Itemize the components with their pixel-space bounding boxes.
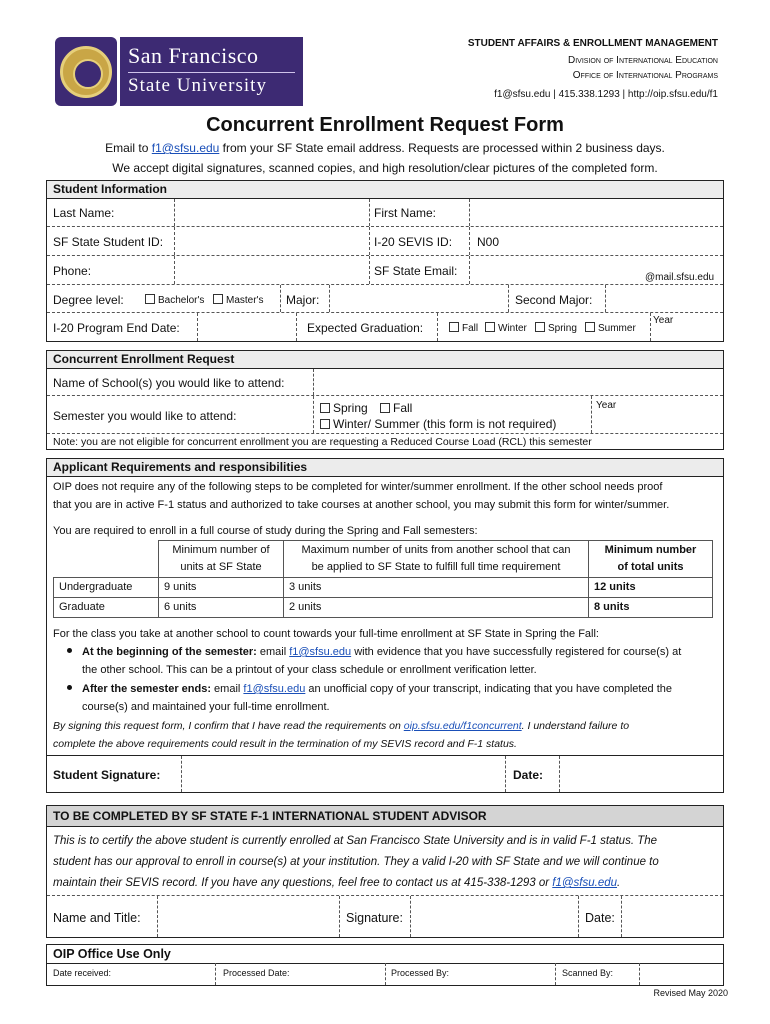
- semester-winter-summer-label: Winter/ Summer (this form is not required): [333, 417, 557, 431]
- bullet2-heading: After the semester ends:: [82, 683, 211, 695]
- advisor-line3-post: .: [617, 877, 621, 889]
- grad-spring-label: Spring: [548, 323, 577, 334]
- bullet1-pre: email: [256, 646, 290, 658]
- processed-by-field[interactable]: [452, 963, 556, 985]
- bullet2-email-link[interactable]: f1@sfsu.edu: [243, 683, 306, 695]
- min-total-header: [589, 541, 713, 578]
- bullet2-pre: email: [211, 683, 244, 695]
- intro-text: Email to: [105, 141, 152, 155]
- row-level: Undergraduate: [54, 578, 159, 598]
- semester-spring-label: Spring: [333, 401, 368, 415]
- signing-statement: [53, 717, 629, 753]
- table-row: [54, 598, 713, 618]
- masters-label: Master's: [226, 295, 264, 306]
- bullet-beginning: [67, 643, 681, 679]
- row-min: 9 units: [159, 578, 284, 598]
- program-end-label: I-20 Program End Date:: [53, 321, 180, 335]
- grad-fall-option[interactable]: [449, 322, 478, 334]
- student-signature-label: Student Signature:: [53, 768, 161, 782]
- advisor-email-link[interactable]: f1@sfsu.edu: [552, 877, 618, 889]
- student-date-field[interactable]: [559, 756, 723, 792]
- header-office: Office of International Programs: [572, 70, 718, 81]
- university-wordmark: [120, 37, 303, 106]
- bullet2-line2: course(s) and maintained your full-time enrollment.: [82, 701, 330, 713]
- school-field[interactable]: [313, 369, 723, 395]
- first-name-field[interactable]: [470, 199, 723, 226]
- semester-spring-option[interactable]: [320, 401, 368, 415]
- program-end-field[interactable]: [197, 313, 297, 341]
- email-suffix: @mail.sfsu.edu: [645, 272, 715, 283]
- semester-winter-summer-checkbox[interactable]: [320, 419, 330, 429]
- degree-level-label: Degree level:: [53, 293, 124, 307]
- grad-winter-label: Winter: [498, 323, 527, 334]
- row-total: 12 units: [589, 578, 713, 598]
- rcl-note: Note: you are not eligible for concurrent enrollment you are requesting a Reduced Course Load (RCL) this semester: [53, 436, 592, 448]
- sevis-id-label: I-20 SEVIS ID:: [374, 235, 453, 249]
- semester-fall-label: Fall: [393, 401, 413, 415]
- header-contact: f1@sfsu.edu | 415.338.1293 | http://oip.sfsu.edu/f1: [494, 89, 718, 100]
- advisor-certification: [53, 831, 659, 894]
- student-id-field[interactable]: [175, 227, 370, 255]
- processed-date-field[interactable]: [292, 963, 386, 985]
- student-info-heading: Student Information: [47, 181, 723, 199]
- grad-fall-label: Fall: [462, 323, 479, 334]
- sf-email-label: SF State Email:: [374, 264, 458, 278]
- logo-line2: State University: [128, 75, 267, 96]
- advisor-date-field[interactable]: [621, 896, 723, 937]
- advisor-section: [46, 805, 724, 938]
- row-max: 2 units: [284, 598, 589, 618]
- bullet-icon: [67, 685, 72, 690]
- requirements-p1-line2: that you are in active F-1 status and authorized to take courses at another school, you may submit this form for winter/summer.: [53, 499, 670, 511]
- sign-pre: By signing this request form, I confirm that I have read the requirements on: [53, 720, 404, 732]
- requirements-heading: Applicant Requirements and responsibilities: [47, 459, 723, 477]
- sign-post: . I understand failure to: [521, 720, 630, 732]
- bullet2-post: an unofficial copy of your transcript, indicating that you have completed the: [305, 683, 673, 695]
- header-line: Minimum number: [604, 544, 697, 556]
- date-received-field[interactable]: [117, 963, 216, 985]
- grad-spring-checkbox[interactable]: [535, 322, 545, 332]
- intro-text-post: from your SF State email address. Requests are processed within 2 business days.: [219, 141, 665, 155]
- sevis-id-field[interactable]: N00: [477, 235, 500, 249]
- bachelors-label: Bachelor's: [158, 295, 205, 306]
- office-use-heading: OIP Office Use Only: [47, 945, 723, 964]
- row-names: [47, 199, 723, 227]
- grad-winter-option[interactable]: [485, 322, 527, 334]
- processed-by-label: Processed By:: [391, 968, 450, 978]
- semester-winter-summer-option[interactable]: [320, 417, 556, 431]
- grad-summer-label: Summer: [598, 323, 636, 334]
- first-name-label: First Name:: [374, 206, 437, 220]
- units-table: [53, 540, 713, 618]
- student-info-section: [46, 180, 724, 342]
- grad-winter-checkbox[interactable]: [485, 322, 495, 332]
- advisor-sign-row: [47, 895, 723, 937]
- row-school: [47, 369, 723, 396]
- semester-fall-option[interactable]: [380, 401, 412, 415]
- row-ids: [47, 227, 723, 256]
- header-line: Minimum number of: [172, 544, 270, 556]
- count-text: For the class you take at another school to count towards your full-time enrollment at SF State in Spring the Fall:: [53, 628, 599, 640]
- header-division: Division of International Education: [568, 55, 718, 66]
- advisor-line3-pre: maintain their SEVIS record. If you have any questions, feel free to contact us at 415-338-1293 or: [53, 877, 553, 889]
- full-course-text: You are required to enroll in a full course of study during the Spring and Fall semesters:: [53, 525, 478, 537]
- header-line: of total units: [617, 561, 684, 573]
- row-total: 8 units: [589, 598, 713, 618]
- semester-fall-checkbox[interactable]: [380, 403, 390, 413]
- bullet-after: [67, 680, 672, 716]
- row-degree: [47, 285, 723, 313]
- last-name-field[interactable]: [175, 199, 370, 226]
- page-title: Concurrent Enrollment Request Form: [206, 114, 564, 136]
- major-field[interactable]: [329, 285, 509, 312]
- name-title-label: Name and Title:: [53, 911, 141, 925]
- row-contact: [47, 256, 723, 285]
- min-sfstate-header: [159, 541, 284, 578]
- signature-row: [47, 755, 723, 792]
- university-seal-logo: [55, 37, 117, 106]
- grad-fall-checkbox[interactable]: [449, 322, 459, 332]
- advisor-heading: TO BE COMPLETED BY SF STATE F-1 INTERNATIONAL STUDENT ADVISOR: [47, 806, 723, 827]
- advisor-signature-field[interactable]: [410, 896, 579, 937]
- intro-line2: We accept digital signatures, scanned copies, and high resolution/clear pictures of the completed form.: [112, 161, 658, 175]
- concurrent-requirements-link[interactable]: oip.sfsu.edu/f1concurrent: [403, 720, 522, 732]
- advisor-line1: This is to certify the above student is currently enrolled at San Francisco State University and is in valid F-1 status. The: [53, 835, 658, 847]
- row-max: 3 units: [284, 578, 589, 598]
- semester-year-label: Year: [596, 400, 617, 411]
- student-date-label: Date:: [513, 768, 544, 782]
- second-major-field[interactable]: [605, 285, 723, 312]
- max-other-header: [284, 541, 589, 578]
- office-use-section: [46, 944, 724, 986]
- school-label: Name of School(s) you would like to attend:: [53, 376, 285, 390]
- header-line: Maximum number of units from another school that can: [301, 544, 571, 556]
- grad-summer-option[interactable]: [585, 322, 636, 334]
- grad-spring-option[interactable]: [535, 322, 577, 334]
- bullet1-heading: At the beginning of the semester:: [82, 646, 257, 658]
- table-row: [54, 578, 713, 598]
- bullet1-post: with evidence that you have successfully registered for course(s) at: [351, 646, 682, 658]
- processed-date-label: Processed Date:: [223, 968, 290, 978]
- semester-label: Semester you would like to attend:: [53, 409, 237, 423]
- row-semester: [47, 396, 723, 434]
- row-level: Graduate: [54, 598, 159, 618]
- name-title-field[interactable]: [157, 896, 340, 937]
- header-line: be applied to SF State to fulfill full time requirement: [311, 561, 561, 573]
- second-major-label: Second Major:: [515, 293, 593, 307]
- phone-field[interactable]: [175, 256, 370, 284]
- expected-grad-label: Expected Graduation:: [307, 321, 424, 335]
- email-link[interactable]: f1@sfsu.edu: [151, 141, 220, 155]
- concurrent-section: [46, 350, 724, 450]
- student-id-label: SF State Student ID:: [53, 235, 164, 249]
- student-signature-field[interactable]: [181, 756, 506, 792]
- phone-label: Phone:: [53, 264, 92, 278]
- revision-date: Revised May 2020: [653, 988, 728, 998]
- intro-line1: [0, 141, 770, 155]
- advisor-line2: student has our approval to enroll in course(s) at your institution. They a valid I-20 with SF State and we will continue to: [53, 856, 659, 868]
- requirements-intro: [53, 478, 669, 514]
- concurrent-heading: Concurrent Enrollment Request: [47, 351, 723, 369]
- office-use-row: [47, 963, 723, 985]
- semester-spring-checkbox[interactable]: [320, 403, 330, 413]
- last-name-label: Last Name:: [53, 206, 115, 220]
- grad-summer-checkbox[interactable]: [585, 322, 595, 332]
- logo-line1: San Francisco: [128, 43, 295, 73]
- bullet-icon: [67, 648, 72, 653]
- scanned-by-label: Scanned By:: [562, 968, 614, 978]
- advisor-date-label: Date:: [585, 911, 615, 925]
- major-label: Major:: [286, 293, 320, 307]
- scanned-by-field[interactable]: [615, 963, 640, 985]
- table-header-row: [54, 541, 713, 578]
- row-dates: [47, 313, 723, 341]
- requirements-p1-line1: OIP does not require any of the following steps to be completed for winter/summer enrollment. If the other school needs proof: [53, 481, 663, 493]
- row-min: 6 units: [159, 598, 284, 618]
- requirements-section: [46, 458, 724, 793]
- header-line: units at SF State: [180, 561, 262, 573]
- advisor-signature-label: Signature:: [346, 911, 403, 925]
- bullet1-line2: the other school. This can be a printout of your class schedule or enrollment verification letter.: [82, 664, 537, 676]
- bullet1-email-link[interactable]: f1@sfsu.edu: [289, 646, 352, 658]
- sign-line2: complete the above requirements could result in the termination of my SEVIS record and F-1 status.: [53, 738, 517, 750]
- date-received-label: Date received:: [53, 968, 112, 978]
- grad-year-label: Year: [653, 315, 674, 326]
- header-dept: STUDENT AFFAIRS & ENROLLMENT MANAGEMENT: [467, 38, 718, 49]
